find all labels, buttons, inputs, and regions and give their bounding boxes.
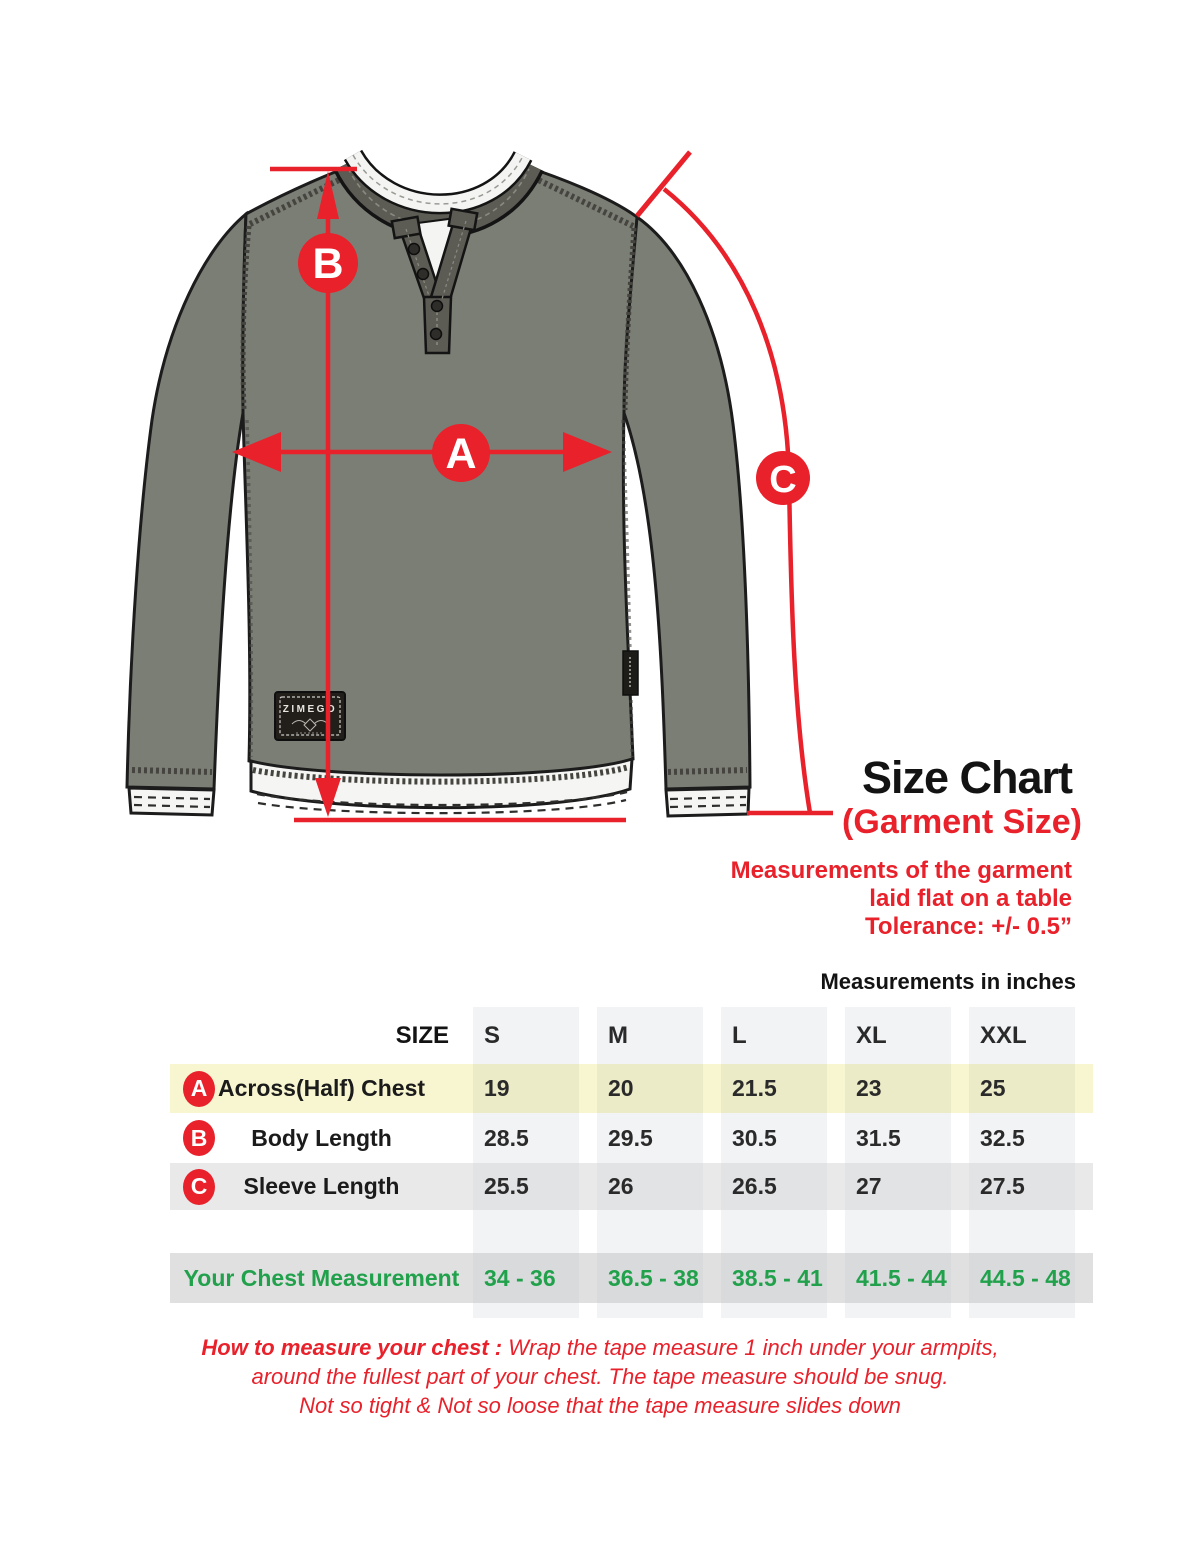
col-header-s: S (473, 1007, 597, 1064)
size-header: SIZE (395, 1021, 449, 1049)
henley-collar (348, 155, 529, 227)
row-a-label: Across(Half) Chest (217, 1075, 426, 1101)
howto-instructions (0, 1333, 1200, 1420)
sleeve-length-m: 26 (597, 1163, 721, 1210)
howto-line2: around the fullest part of your chest. The tape measure should be snug. (251, 1364, 949, 1389)
flat-note-line3: Tolerance: +/- 0.5” (865, 913, 1072, 940)
body-length-m: 29.5 (597, 1113, 721, 1163)
flat-note-line1: Measurements of the garment (730, 857, 1072, 884)
measurement-c-letter: C (769, 459, 797, 501)
right-cuff (666, 788, 749, 816)
chest-range-xl: 41.5 - 44 (845, 1253, 969, 1303)
flat-note-line2: laid flat on a table (869, 885, 1072, 912)
brand-patch-label: ZIMEGO (282, 704, 338, 715)
col-header-l: L (721, 1007, 845, 1064)
across-chest-xxl: 25 (969, 1064, 1093, 1113)
body-length-l: 30.5 (721, 1113, 845, 1163)
body-length-s: 28.5 (473, 1113, 597, 1163)
size-table (170, 1007, 1093, 1318)
howto-line3: Not so tight & Not so loose that the tape measure slides down (299, 1393, 901, 1418)
across-chest-l: 21.5 (721, 1064, 845, 1113)
across-chest-m: 20 (597, 1064, 721, 1113)
page-subtitle: (Garment Size) (842, 803, 1082, 841)
body-length-xl: 31.5 (845, 1113, 969, 1163)
shirt-garment (127, 155, 750, 816)
sleeve-length-l: 26.5 (721, 1163, 845, 1210)
chest-range-m: 36.5 - 38 (597, 1253, 721, 1303)
table-tail-row (170, 1303, 1093, 1318)
chest-row-label: Your Chest Measurement (183, 1264, 460, 1291)
left-cuff (129, 788, 214, 815)
page-title: Size Chart (861, 752, 1072, 803)
left-sleeve (127, 214, 246, 789)
chest-range-s: 34 - 36 (473, 1253, 597, 1303)
across-chest-s: 19 (473, 1064, 597, 1113)
body-length-xxl: 32.5 (969, 1113, 1093, 1163)
chest-range-l: 38.5 - 41 (721, 1253, 845, 1303)
side-tag (623, 651, 638, 695)
howto-line1 (0, 1333, 1200, 1362)
chest-range-xxl: 44.5 - 48 (969, 1253, 1093, 1303)
row-a-badge: A (183, 1071, 215, 1107)
sleeve-length-s: 25.5 (473, 1163, 597, 1210)
table-row-sleeve-length (170, 1163, 1093, 1210)
col-header-m: M (597, 1007, 721, 1064)
units-note: Measurements in inches (820, 969, 1076, 994)
row-b-label: Body Length (251, 1124, 392, 1151)
howto-line1-rest: Wrap the tape measure 1 inch under your armpits, (502, 1335, 999, 1360)
table-row-across-chest (170, 1064, 1093, 1113)
table-spacer-row (170, 1210, 1093, 1253)
table-row-body-length (170, 1113, 1093, 1163)
col-header-xxl: XXL (969, 1007, 1093, 1064)
row-c-badge: C (183, 1169, 215, 1205)
sleeve-length-xxl: 27.5 (969, 1163, 1093, 1210)
col-header-xl: XL (845, 1007, 969, 1064)
howto-lead: How to measure your chest : (201, 1335, 503, 1360)
table-row-chest-measurement (170, 1253, 1093, 1303)
brand-patch (275, 692, 345, 740)
across-chest-xl: 23 (845, 1064, 969, 1113)
row-c-label: Sleeve Length (243, 1173, 400, 1199)
row-b-badge: B (183, 1120, 215, 1156)
garment-flat-note (731, 857, 1072, 941)
measurement-a-letter: A (445, 430, 477, 478)
sleeve-length-xl: 27 (845, 1163, 969, 1210)
measurement-b-letter: B (312, 240, 344, 288)
right-sleeve (624, 217, 750, 789)
table-header-row (170, 1007, 1093, 1064)
